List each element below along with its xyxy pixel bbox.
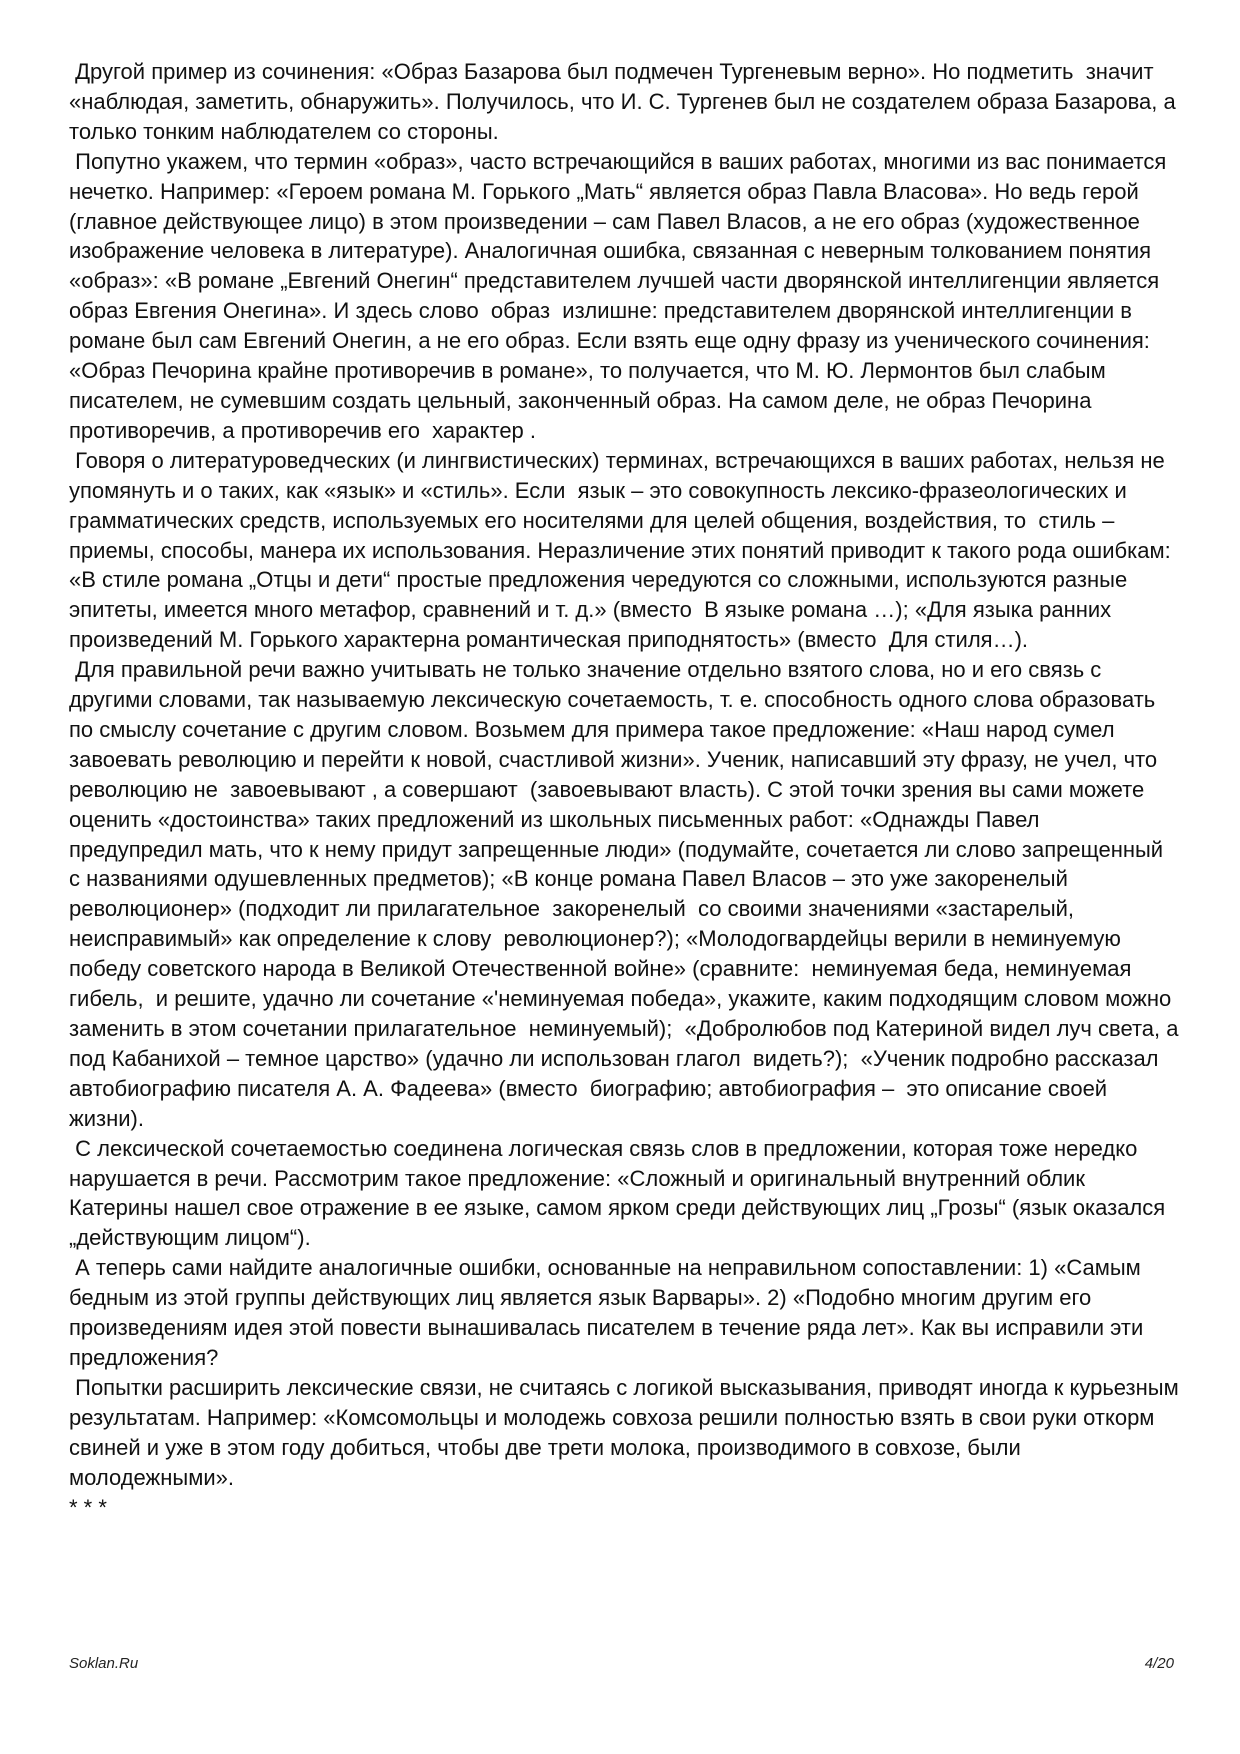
paragraph-lexical-compatibility: Для правильной речи важно учитывать не только значение отдельно взятого слова, но и его связь с другими словами, так называемую лексическую сочетаемость, т. е. способность одного слова образовать по смыслу сочетание с другим словом. Возьмем для примера такое предложение: «Наш народ сумел завоевать революцию и перейти к новой, счастливой жизни». Ученик, написавший эту фразу, не учел, что революцию не завоевывают , а совершают (завоевывают власть). С этой точки зрения вы сами можете оценить «достоинства» таких предложений из школьных письменных работ: «Однажды Павел предупредил мать, что к нему придут запрещенные люди» (подумайте, сочетается ли слово запрещенный с названиями одушевленных предметов); «В конце романа Павел Власов – это уже закоренелый революционер» (подходит ли прилагательное закоренелый со своими значениями «застарелый, неисправимый» как определение к слову революционер?); «Молодогвардейцы верили в неминуемую победу советского народа в Великой Отечественной войне» (сравните: неминуемая беда, неминуемая гибель, и решите, удачно ли сочетание «'неминуемая победа», укажите, каким подходящим словом можно заменить в этом сочетании прилагательное неминуемый); «Добролюбов под Катериной видел луч света, а под Кабанихой – темное царство» (удачно ли использован глагол видеть?); «Ученик подробно рассказал автобиографию писателя А. А. Фадеева» (вместо биографию; автобиография – это описание своей жизни). [69,657,1185,1131]
paragraph-bazarov-example: Другой пример из сочинения: «Образ Базарова был подмечен Тургеневым верно». Но подметить значит «наблюдая, заметить, обнаружить». Получилось, что И. С. Тургенев был не создателем образа Базарова, а только тонким наблюдателем со стороны. [69,59,1182,144]
paragraph-curious-results: Попытки расширить лексические связи, не считаясь с логикой высказывания, приводят иногда к курьезным результатам. Например: «Комсомольцы и молодежь совхоза решили полностью взять в свои руки откорм свиней и уже в этом году добиться, чтобы две трети молока, производимого в совхозе, были молодежными». [69,1374,1185,1490]
footer-page-number: 4/20 [1144,1655,1174,1672]
paragraph-exercise: А теперь сами найдите аналогичные ошибки, основанные на неправильном сопоставлении: 1) «Самым бедным из этой группы действующих лиц является язык Варвары». 2) «Подобно многим другим его произведениям идея этой повести вынашивалась писателем в течение ряда лет». Как вы исправили эти предложения? [69,1255,1150,1370]
page-footer [69,1655,1174,1672]
paragraph-term-image: Попутно укажем, что термин «образ», часто встречающийся в ваших работах, многими из вас понимается нечетко. Например: «Героем романа М. Горького „Мать“ является образ Павла Власова». Но ведь герой (главное действующее лицо) в этом произведении – сам Павел Власов, а не его образ (художественное изображение человека в литературе). Аналогичная ошибка, связанная с неверным толкованием понятия «образ»: «В романе „Евгений Онегин“ представителем лучшей части дворянской интеллигенции является образ Евгения Онегина». И здесь слово образ излишне: представителем дворянской интеллигенции в романе был сам Евгений Онегин, а не его образ. Если взять еще одну фразу из ученического сочинения: «Образ Печорина крайне противоречив в романе», то получается, что М. Ю. Лермонтов был слабым писателем, не сумевшим создать цельный, законченный образ. На самом деле, не образ Печорина противоречив, а противоречив его характер . [69,148,1173,443]
paragraph-language-style: Говоря о литературоведческих (и лингвистических) терминах, встречающихся в ваших работах, нельзя не упомянуть и о таких, как «язык» и «стиль». Если язык – это совокупность лексико-фразеологических и грамматических средств, используемых его носителями для целей общения, воздействия, то стиль – приемы, способы, манера их использования. Неразличение этих понятий приводит к такого рода ошибкам: «В стиле романа „Отцы и дети“ простые предложения чередуются со сложными, используются разные эпитеты, имеется много метафор, сравнений и т. д.» (вместо В языке романа …); «Для языка ранних произведений М. Горького характерна романтическая приподнятость» (вместо Для стиля…). [69,447,1177,653]
footer-source: Soklan.Ru [69,1655,139,1672]
paragraph-logical-connection: С лексической сочетаемостью соединена логическая связь слов в предложении, которая тоже нередко нарушается в речи. Рассмотрим такое предложение: «Сложный и оригинальный внутренний облик Катерины нашел свое отражение в ее языке, самом ярком среди действующих лиц „Грозы“ (язык оказался „действующим лицом“). [69,1135,1172,1251]
document-body [69,57,1185,1522]
section-separator: * * * [69,1494,107,1520]
